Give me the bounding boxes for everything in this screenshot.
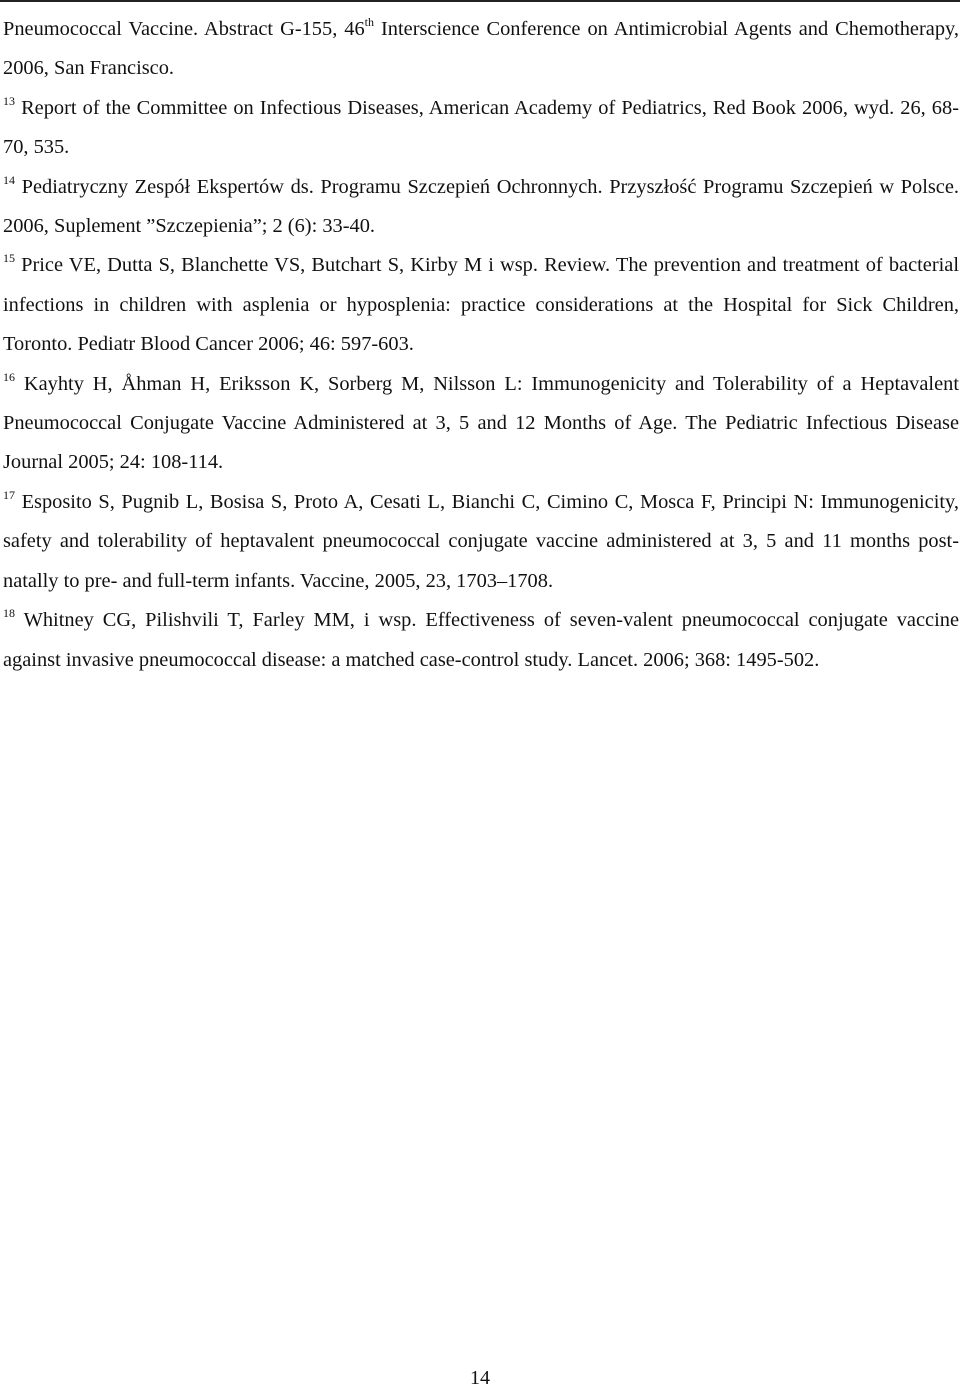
- reference-14: [3, 168, 959, 247]
- reference-list: [3, 10, 959, 680]
- reference-text: Kayhty H, Åhman H, Eriksson K, Sorberg M, Nilsson L: Immunogenicity and Tolerability of a Heptavalent Pneumococcal Conjugate Vaccine Administered at 3, 5 and 12 Months of Age. The Pediatric Infectious Disease Journal 2005; 24: 108-114.: [3, 372, 959, 474]
- reference-17: [3, 483, 959, 601]
- reference-text: Price VE, Dutta S, Blanchette VS, Butchart S, Kirby M i wsp. Review. The prevention and treatment of bacterial infections in children with asplenia or hyposplenia: practice considerations at the Hospital for Sick Children, Toronto. Pediatr Blood Cancer 2006; 46: 597-603.: [3, 254, 959, 356]
- reference-text: Esposito S, Pugnib L, Bosisa S, Proto A, Cesati L, Bianchi C, Cimino C, Mosca F, Principi N: Immunogenicity, safety and tolerability of heptavalent pneumococcal conjugate vaccine administered at 3, 5 and 11 months post-natally to pre- and full-term infants. Vaccine, 2005, 23, 1703–1708.: [3, 490, 959, 592]
- reference-text: Whitney CG, Pilishvili T, Farley MM, i wsp. Effectiveness of seven-valent pneumococcal conjugate vaccine against invasive pneumococcal disease: a matched case-control study. Lancet. 2006; 368: 1495-502.: [3, 609, 959, 671]
- reference-text: Pediatryczny Zespół Ekspertów ds. Programu Szczepień Ochronnych. Przyszłość Programu Szczepień w Polsce. 2006, Suplement ”Szczepienia”; 2 (6): 33-40.: [3, 175, 959, 238]
- reference-number: 16: [3, 369, 15, 384]
- reference-number: 18: [3, 606, 15, 621]
- page-number: 14: [470, 1367, 490, 1389]
- reference-text-before: Pneumococcal Vaccine. Abstract G-155, 46: [3, 18, 365, 40]
- reference-number: 17: [3, 487, 15, 502]
- reference-16: [3, 365, 959, 483]
- top-rule: [0, 0, 960, 2]
- reference-number: 15: [3, 251, 15, 266]
- ordinal-suffix: th: [364, 15, 375, 29]
- reference-text: Report of the Committee on Infectious Diseases, American Academy of Pediatrics, Red Book 2006, wyd. 26, 68-70, 535.: [3, 96, 959, 159]
- reference-number: 13: [3, 93, 15, 108]
- reference-continued: [3, 10, 959, 89]
- reference-18: [3, 601, 959, 680]
- reference-13: [3, 89, 959, 168]
- reference-15: [3, 246, 959, 364]
- reference-number: 14: [3, 172, 15, 187]
- reference-text-after: Interscience Conference on Antimicrobial Agents and Chemotherapy, 2006, San Francisco.: [3, 18, 959, 80]
